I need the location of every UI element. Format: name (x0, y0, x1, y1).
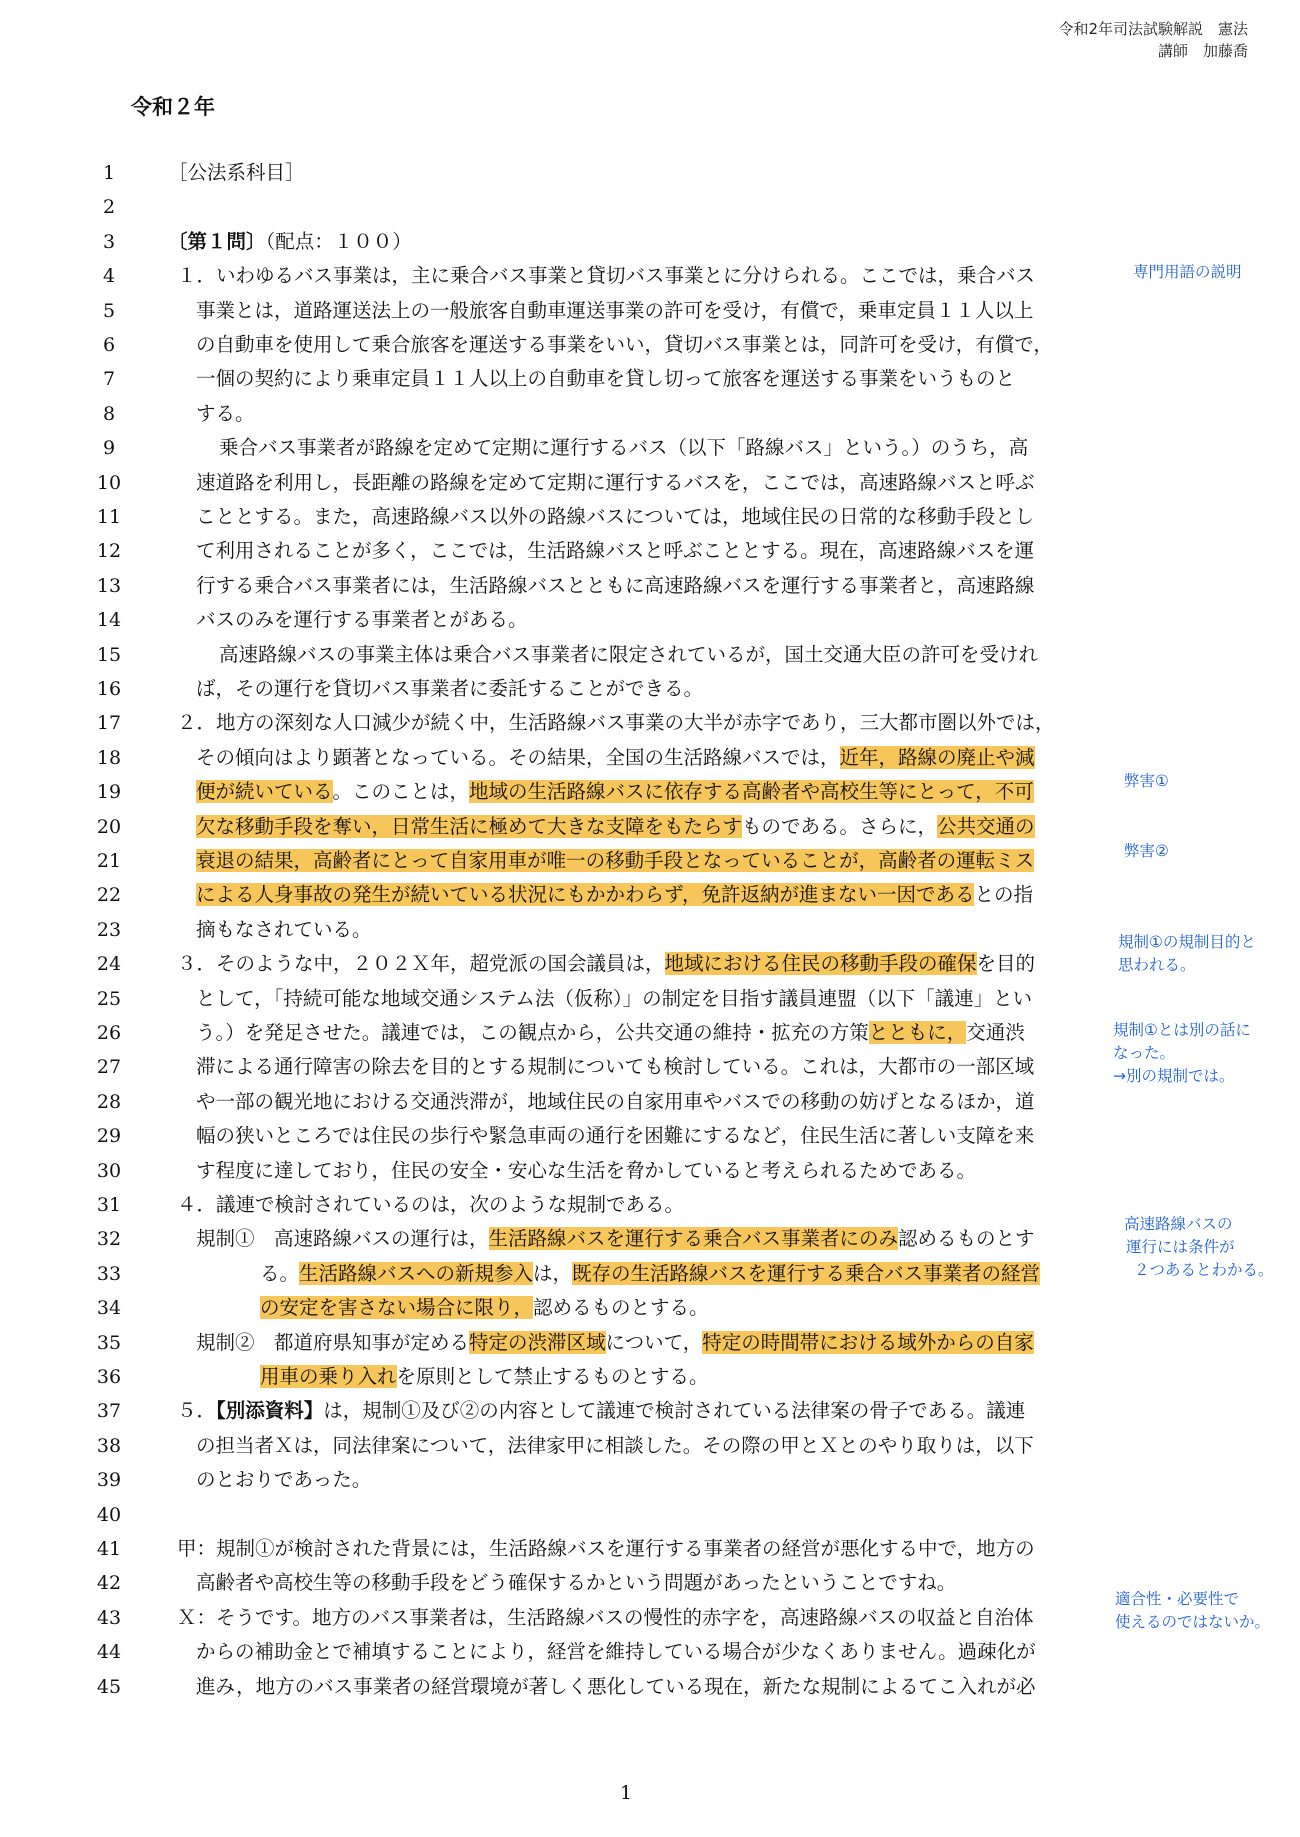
header-lecturer: 講師 加藤喬 (1157, 42, 1248, 60)
line-number: 29 (96, 1125, 122, 1148)
line-number: 17 (96, 712, 122, 735)
line-number: 31 (96, 1194, 122, 1216)
line-text (219, 638, 1038, 672)
text-line (0, 1498, 1300, 1532)
line-number: 43 (96, 1606, 122, 1629)
text-segment: 認めるものとす (898, 1227, 1035, 1251)
text-line (0, 638, 1300, 672)
line-number: 21 (96, 850, 122, 872)
text-line (0, 1532, 1300, 1566)
line-number: 13 (96, 574, 122, 597)
text-line (0, 569, 1300, 603)
line-text (196, 844, 1034, 878)
line-number: 9 (102, 437, 116, 460)
line-text (196, 362, 1015, 396)
line-text (196, 1085, 1035, 1119)
highlighted-text: 特定の渋滞区域 (469, 1330, 606, 1354)
text-line (0, 878, 1300, 912)
line-text (196, 1119, 1034, 1153)
text-line (0, 1394, 1300, 1428)
text-line (0, 1222, 1300, 1256)
line-text (196, 603, 528, 637)
line-number: 45 (96, 1675, 122, 1698)
highlighted-text: 既存の生活路線バスを運行する乗合バス事業者の経営 (572, 1261, 1041, 1285)
text-line (0, 1635, 1300, 1669)
line-number: 2 (102, 196, 116, 219)
line-number: 22 (96, 884, 122, 907)
text-line (0, 775, 1300, 809)
text-segment: 規制② 都道府県知事が定める (196, 1330, 470, 1354)
line-text (196, 1050, 1034, 1084)
text-segment: ば，その運行を貸切バス事業者に委託することができる。 (196, 677, 704, 700)
text-segment: 進み，地方のバス事業者の経営環境が著しく悪化している現在，新たな規制によるてこ入れが必 (196, 1674, 1036, 1698)
line-text (196, 775, 1034, 809)
text-line (0, 947, 1300, 981)
line-number: 24 (96, 953, 122, 976)
line-number: 28 (96, 1090, 122, 1113)
text-line (0, 1429, 1300, 1463)
text-line (0, 1016, 1300, 1050)
line-text (177, 259, 1035, 293)
text-segment: 事業とは，道路運送法上の一般旅客自動車運送事業の許可を受け，有償で，乗車定員１１人以上 (196, 298, 1034, 322)
text-segment: 高速路線バスの事業主体は乗合バス事業者に限定されているが，国土交通大臣の許可を受けれ (219, 642, 1039, 666)
text-line (0, 1119, 1300, 1153)
line-number: 37 (96, 1400, 122, 1423)
text-segment: ２．地方の深刻な人口減少が続く中，生活路線バス事業の大半が赤字であり，三大都市圏以外では， (177, 711, 1055, 735)
text-segment: の自動車を使用して乗合旅客を運送する事業をいい，貸切バス事業とは，同許可を受け，有償で， (196, 333, 1053, 356)
line-number: 41 (96, 1538, 122, 1560)
page-number: 1 (620, 1782, 633, 1804)
highlighted-text: 便が続いている (196, 780, 333, 804)
line-text (196, 878, 1033, 912)
era-title: 令和２年 (131, 95, 215, 119)
annotation-term: 専門用語の説明 (1133, 263, 1242, 281)
annotation-purpose1: 規制①の規制目的と 思われる。 (1118, 933, 1256, 974)
highlighted-text: とともに， (868, 1021, 967, 1044)
line-number: 10 (96, 471, 122, 494)
highlighted-text: による人身事故の発生が続いている状況にもかかわらず，免許返納が進まない一因である (196, 883, 975, 907)
line-text (196, 294, 1033, 328)
text-segment: を原則として禁止するものとする。 (396, 1365, 709, 1388)
header-course: 令和2年司法試験解説 憲法 (1058, 20, 1248, 38)
line-number: 30 (96, 1159, 122, 1182)
text-line (0, 1360, 1300, 1394)
text-line (0, 1291, 1300, 1325)
line-text (196, 913, 372, 947)
line-number: 3 (102, 230, 116, 253)
line-number: 32 (96, 1228, 122, 1251)
line-number: 18 (96, 746, 122, 769)
text-segment: う。）を発足させた。議連では，この観点から，公共交通の維持・拡充の方策 (196, 1021, 869, 1044)
text-segment: 認めるものとする。 (533, 1296, 709, 1320)
line-text (196, 672, 703, 706)
line-text (177, 1532, 1035, 1566)
line-number: 26 (96, 1022, 122, 1044)
text-line (0, 225, 1300, 259)
text-line (0, 741, 1300, 775)
line-text (196, 1222, 1035, 1256)
text-line (0, 1085, 1300, 1119)
line-text (219, 431, 1028, 465)
annotation-harm2: 弊害② (1124, 842, 1169, 860)
text-line (0, 1257, 1300, 1291)
line-text (196, 1566, 956, 1600)
text-line (0, 1050, 1300, 1084)
annotation-two-conditions: 高速路線バスの 運行には条件が ２つあるとわかる。 (1124, 1215, 1274, 1279)
text-segment: 幅の狭いところでは住民の歩行や緊急車両の通行を困難にするなど，住民生活に著しい支障を来 (196, 1124, 1035, 1148)
text-line (0, 431, 1300, 465)
line-number: 36 (96, 1366, 122, 1388)
text-segment: （配点：１００） (265, 229, 412, 253)
text-segment: 規制① 高速路線バスの運行は， (196, 1227, 489, 1251)
line-text (196, 1429, 1034, 1463)
text-line (0, 706, 1300, 740)
text-segment: 甲：規制①が検討された背景には，生活路線バスを運行する事業者の経営が悪化する中で，地方の (177, 1537, 1035, 1560)
text-line (0, 1326, 1300, 1360)
line-number: 14 (96, 609, 122, 632)
line-number: 35 (96, 1331, 122, 1354)
highlighted-text: 地域における住民の移動手段の確保 (664, 952, 977, 976)
text-segment: こととする。また，高速路線バス以外の路線バスについては，地域住民の日常的な移動手段とし (196, 505, 1035, 528)
annotation-suitability-necessity: 適合性・必要性で 使えるのではないか。 (1115, 1590, 1271, 1631)
text-segment: ４．議連で検討されているのは，次のような規制である。 (177, 1193, 685, 1216)
line-text (260, 1360, 709, 1394)
line-text (196, 500, 1034, 534)
line-text (177, 1188, 684, 1222)
text-line (0, 1566, 1300, 1600)
line-text (196, 569, 1035, 603)
line-text (196, 1326, 1034, 1360)
text-line (0, 844, 1300, 878)
line-text (196, 1016, 1025, 1050)
text-line (0, 294, 1300, 328)
annotation-separate-regulation: 規制①とは別の話に なった。 →別の規制では。 (1113, 1021, 1251, 1085)
line-number: 33 (96, 1262, 122, 1285)
line-text (177, 1601, 1033, 1635)
line-text (177, 947, 1035, 981)
line-number: 20 (96, 815, 122, 838)
text-segment: のとおりであった。 (196, 1468, 372, 1492)
text-line (0, 1463, 1300, 1497)
text-segment: その傾向はより顕著となっている。その結果，全国の生活路線バスでは， (196, 745, 840, 769)
text-segment: 交通渋 (966, 1021, 1025, 1044)
highlighted-text: 公共交通の (937, 814, 1035, 838)
highlighted-text: 生活路線バスへの新規参入 (299, 1261, 534, 1285)
text-segment: 。このことは， (332, 780, 470, 804)
highlighted-text: 地域の生活路線バスに依存する高齢者や高校生等にとって，不可 (469, 780, 1034, 804)
highlighted-text: 特定の時間帯における域外からの自家 (702, 1330, 1034, 1354)
text-segment: の担当者Ｘは，同法律案について，法律家甲に相談した。その際の甲とＸとのやり取りは，以下 (196, 1433, 1034, 1457)
text-segment: 滞による通行障害の除去を目的とする規制についても検討している。これは，大都市の一部区域 (196, 1055, 1035, 1079)
text-segment: について， (605, 1330, 703, 1354)
line-text (260, 1291, 709, 1325)
highlighted-text: 欠な移動手段を奪い，日常生活に極めて大きな支障をもたらす (196, 814, 743, 838)
text-segment: バスのみを運行する事業者とがある。 (196, 608, 528, 632)
text-line (0, 1670, 1300, 1704)
line-number: 25 (96, 987, 122, 1010)
text-segment: や一部の観光地における交通渋滞が，地域住民の自家用車やバスでの移動の妨げとなるほか，道 (196, 1089, 1035, 1113)
text-segment: て利用されることが多く，ここでは，生活路線バスと呼ぶこととする。現在，高速路線バスを運 (196, 539, 1035, 563)
line-number: 38 (96, 1434, 122, 1457)
text-line (0, 810, 1300, 844)
text-line (0, 362, 1300, 396)
text-segment: ３．そのような中，２０２Ｘ年，超党派の国会議員は， (177, 952, 665, 976)
line-number: 12 (96, 540, 122, 563)
text-segment: １．いわゆるバス事業は，主に乗合バス事業と貸切バス事業とに分けられる。ここでは，乗合バス (177, 264, 1036, 288)
line-number: 8 (102, 402, 116, 425)
highlighted-text: 衰退の結果，高齢者にとって自家用車が唯一の移動手段となっていることが，高齢者の運転ミス (196, 849, 1035, 872)
text-segment: ものである。さらに， (742, 814, 938, 838)
line-number: 15 (96, 643, 122, 666)
text-segment: する。 (196, 401, 255, 425)
line-text (196, 397, 255, 431)
line-number: 42 (96, 1572, 122, 1595)
text-segment: は， (533, 1261, 573, 1285)
text-segment: 乗合バス事業者が路線を定めて定期に運行するバス（以下「路線バス」という。）のうち，高 (219, 436, 1029, 460)
text-segment: を目的 (976, 952, 1036, 976)
text-line (0, 190, 1300, 224)
line-text (260, 1257, 1040, 1291)
text-segment: ５． (177, 1399, 217, 1423)
text-segment: ［公法系科目］ (168, 161, 305, 184)
text-segment: 行する乗合バス事業者には，生活路線バスとともに高速路線バスを運行する事業者と，高速路線 (196, 573, 1035, 597)
line-number: 34 (96, 1297, 122, 1320)
line-number: 5 (102, 299, 116, 322)
highlighted-text: 用車の乗り入れ (260, 1365, 397, 1388)
line-text (196, 1635, 1036, 1669)
highlighted-text: の安定を害さない場合に限り， (260, 1296, 534, 1320)
text-segment: 速道路を利用し，長距離の路線を定めて定期に運行するバスを，ここでは，高速路線バスと呼ぶ (196, 470, 1035, 494)
text-segment: 摘もなされている。 (196, 917, 372, 941)
text-segment: として，「持続可能な地域交通システム法（仮称）」の制定を目指す議員連盟（以下「議連」とい (196, 986, 1033, 1010)
text-line (0, 982, 1300, 1016)
text-line (0, 913, 1300, 947)
highlighted-text: 生活路線バスを運行する乗合バス事業者にのみ (488, 1227, 899, 1251)
line-text (196, 466, 1035, 500)
text-segment: す程度に達しており，住民の安全・安心な生活を脅かしていると考えられるためである。 (196, 1158, 977, 1182)
text-line (0, 672, 1300, 706)
annotation-harm1: 弊害① (1124, 772, 1169, 790)
line-text (196, 1154, 976, 1188)
line-number: 11 (96, 506, 122, 528)
highlighted-text: 近年，路線の廃止や減 (839, 745, 1035, 769)
line-text (196, 328, 1053, 362)
line-number: 19 (96, 781, 122, 804)
line-number: 4 (102, 265, 116, 288)
line-number: 16 (96, 678, 122, 700)
line-number: 6 (102, 334, 116, 356)
text-segment: 一個の契約により乗車定員１１人以上の自動車を貸し切って旅客を運送する事業をいうものと (196, 367, 1016, 391)
line-number: 44 (96, 1641, 122, 1664)
line-text (168, 156, 305, 190)
text-line (0, 534, 1300, 568)
text-line (0, 500, 1300, 534)
text-segment: との指 (974, 883, 1033, 907)
text-segment: る。 (260, 1261, 300, 1285)
line-number: 7 (102, 368, 116, 391)
line-text (196, 1463, 371, 1497)
line-number: 40 (96, 1503, 122, 1526)
line-number: 27 (96, 1056, 122, 1079)
text-segment: 〔第１問〕 (168, 229, 266, 253)
line-number: 39 (96, 1469, 122, 1492)
text-line (0, 603, 1300, 637)
text-segment: は，規制①及び②の内容として議連で検討されている法律案の骨子である。議連 (323, 1399, 1026, 1423)
text-line (0, 156, 1300, 190)
line-text (196, 534, 1034, 568)
text-line (0, 259, 1300, 293)
line-number: 23 (96, 918, 122, 941)
text-segment: Ｘ：そうです。地方のバス事業者は，生活路線バスの慢性的赤字を，高速路線バスの収益と自治体 (177, 1605, 1034, 1629)
text-line (0, 397, 1300, 431)
line-text (168, 225, 412, 259)
line-text (196, 810, 1035, 844)
text-line (0, 1154, 1300, 1188)
line-text (177, 706, 1055, 740)
line-number: 1 (102, 162, 116, 184)
line-text (196, 1670, 1035, 1704)
text-segment: 【別添資料】 (216, 1399, 324, 1423)
text-line (0, 328, 1300, 362)
text-segment: からの補助金とで補填することにより，経営を維持している場合が少なくありません。過疎化が (196, 1640, 1036, 1664)
line-text (196, 982, 1032, 1016)
line-text (196, 741, 1035, 775)
text-line (0, 1601, 1300, 1635)
text-segment: 高齢者や高校生等の移動手段をどう確保するかという問題があったということですね。 (196, 1571, 957, 1595)
line-text (177, 1394, 1025, 1428)
text-line (0, 466, 1300, 500)
text-line (0, 1188, 1300, 1222)
